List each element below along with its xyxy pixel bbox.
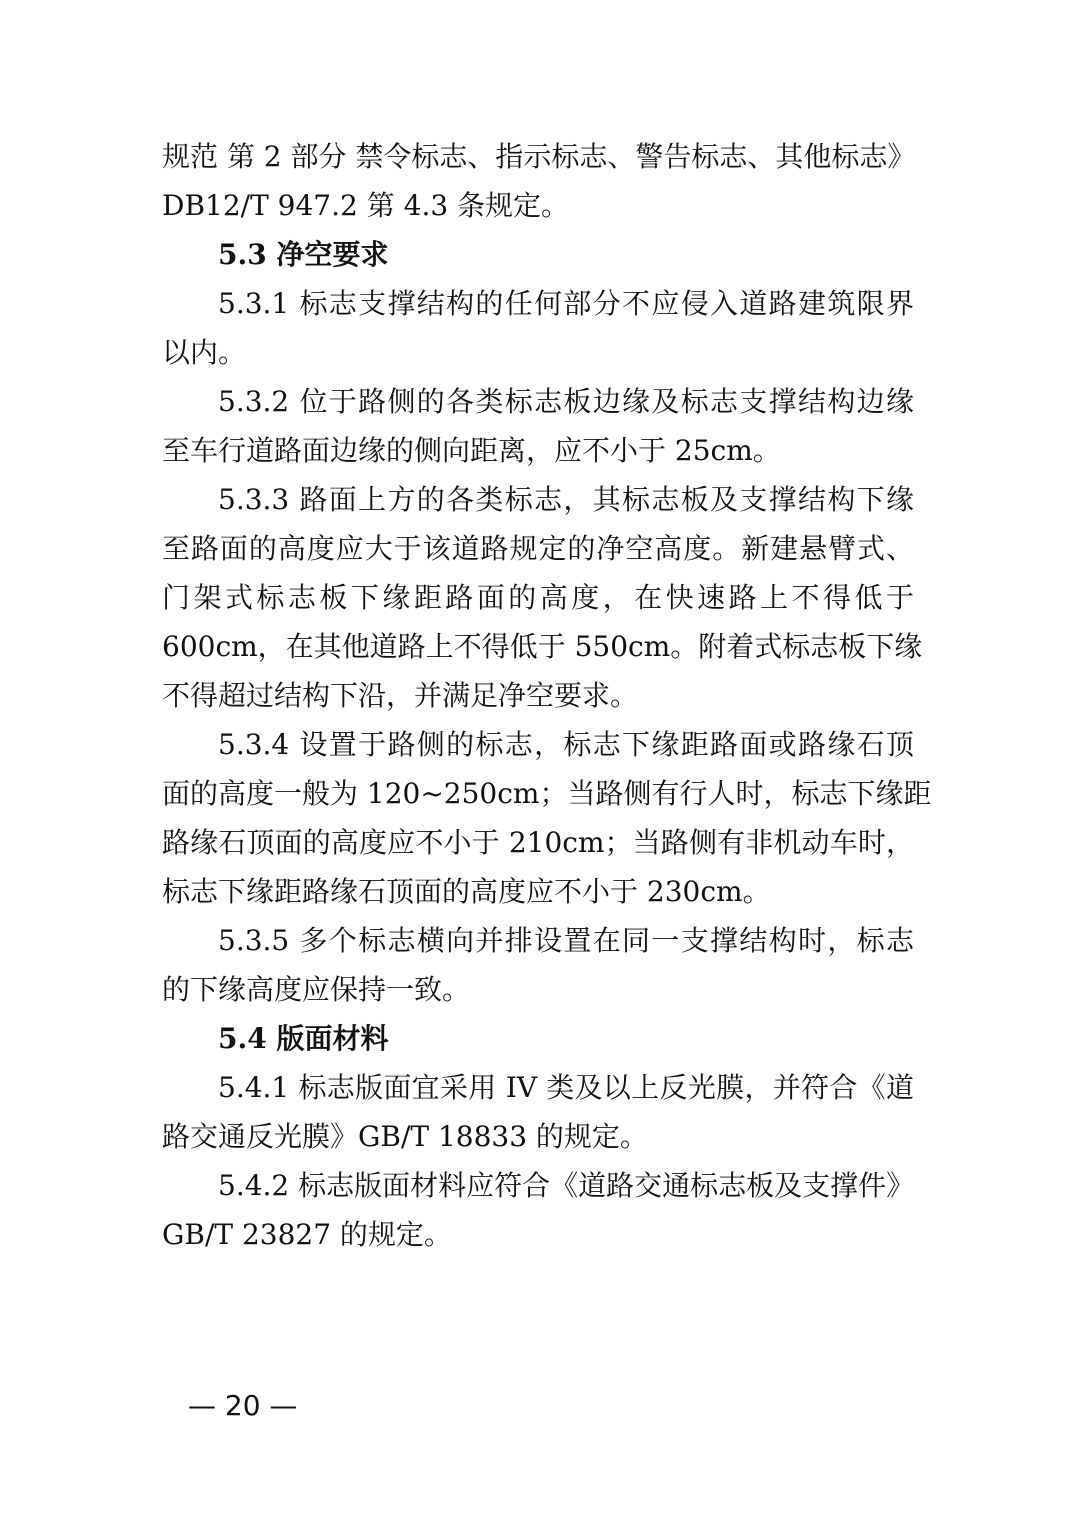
text-line: 5.4.2 标志版面材料应符合《道路交通标志板及支撑件》	[218, 1169, 915, 1202]
text-line: 5.3.2 位于路侧的各类标志板边缘及标志支撑结构边缘	[218, 385, 914, 418]
text-line: 600cm，在其他道路上不得低于 550cm。附着式标志板下缘	[162, 630, 923, 663]
page-number: — 20 —	[188, 1389, 298, 1422]
text-line: 面的高度一般为 120~250cm；当路侧有行人时，标志下缘距	[162, 777, 932, 810]
section-heading-5-3: 5.3 净空要求	[218, 238, 389, 271]
text-line: 不得超过结构下沿，并满足净空要求。	[162, 679, 639, 712]
document-body	[162, 132, 932, 1259]
text-line: 5.3.1 标志支撑结构的任何部分不应侵入道路建筑限界	[218, 287, 914, 320]
text-line: 5.4.1 标志版面宜采用 IV 类及以上反光膜，并符合《道	[218, 1071, 914, 1104]
text-line: 5.3.3 路面上方的各类标志，其标志板及支撑结构下缘	[218, 483, 914, 516]
text-line: 5.3.4 设置于路侧的标志，标志下缘距路面或路缘石顶	[218, 728, 914, 761]
text-line: 至路面的高度应大于该道路规定的净空高度。新建悬臂式、	[162, 532, 914, 565]
text-line: 规范 第 2 部分 禁令标志、指示标志、警告标志、其他标志》	[162, 140, 916, 173]
text-line: 5.3.5 多个标志横向并排设置在同一支撑结构时，标志	[218, 924, 914, 957]
text-line: 的下缘高度应保持一致。	[162, 973, 471, 1006]
section-heading-5-4: 5.4 版面材料	[218, 1022, 389, 1055]
text-line: 以内。	[162, 336, 247, 369]
text-line: 路缘石顶面的高度应不小于 210cm；当路侧有非机动车时，	[162, 826, 914, 859]
text-line: 路交通反光膜》GB/T 18833 的规定。	[162, 1120, 648, 1153]
text-line: GB/T 23827 的规定。	[162, 1218, 452, 1251]
text-line: 标志下缘距路缘石顶面的高度应不小于 230cm。	[162, 875, 771, 908]
text-line: DB12/T 947.2 第 4.3 条规定。	[162, 189, 570, 222]
text-line: 门架式标志板下缘距路面的高度，在快速路上不得低于	[162, 581, 914, 614]
text-line: 至车行道路面边缘的侧向距离，应不小于 25cm。	[162, 434, 781, 467]
